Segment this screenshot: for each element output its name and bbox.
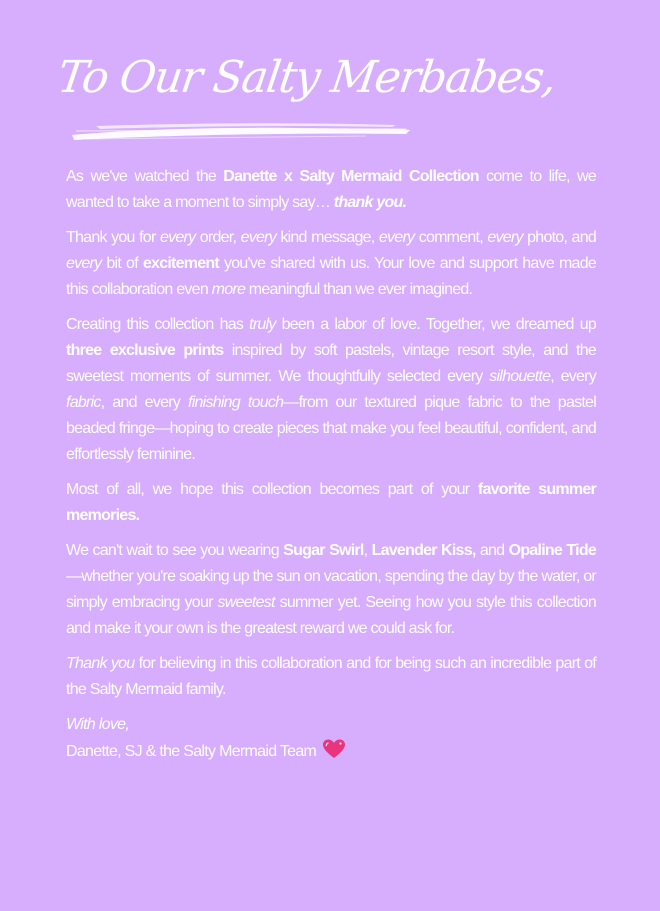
brush-stroke-underline [66,118,416,144]
signature-names: Danette, SJ & the Salty Mermaid Team [66,743,317,760]
sparkling-heart-icon [322,738,346,760]
paragraph-closing: Thank you for believing in this collaboration and for being such an incredible part of the Salty Mermaid family. [66,655,596,698]
headline: To Our Salty Merbabes, [54,52,559,103]
paragraph-intro: As we've watched the Danette x Salty Mermaid Collection come to life, we wanted to take a moment to simply say… thank you. [66,168,596,211]
letter-body [66,164,596,765]
paragraph-memories: Most of all, we hope this collection becomes part of your favorite summer memories. [66,481,596,524]
paragraph-creation: Creating this collection has truly been a labor of love. Together, we dreamed up three exclusive prints inspired by soft pastels, vintage resort style, and the sweetest moments of summer. We thoughtfully selected every silhouette, every fabric, and every finishing touch—from our textured pique fabric to the pastel beaded fringe—hoping to create pieces that make you feel beautiful, confident, and effortlessly feminine. [66,316,597,463]
sign-off: With love, [66,716,130,733]
paragraph-thanks: Thank you for every order, every kind message, every comment, every photo, and every bit of excitement you've shared with us. Your love and support have made this collaboration even more meaningful than we ever imagined. [66,229,597,298]
signature-block [66,712,596,765]
paragraph-wearing: We can't wait to see you wearing Sugar Swirl, Lavender Kiss, and Opaline Tide—whether you're soaking up the sun on vacation, spending the day by the water, or simply embracing your sweetest summer yet. Seeing how you style this collection and make it your own is the greatest reward we could ask for. [66,542,596,637]
